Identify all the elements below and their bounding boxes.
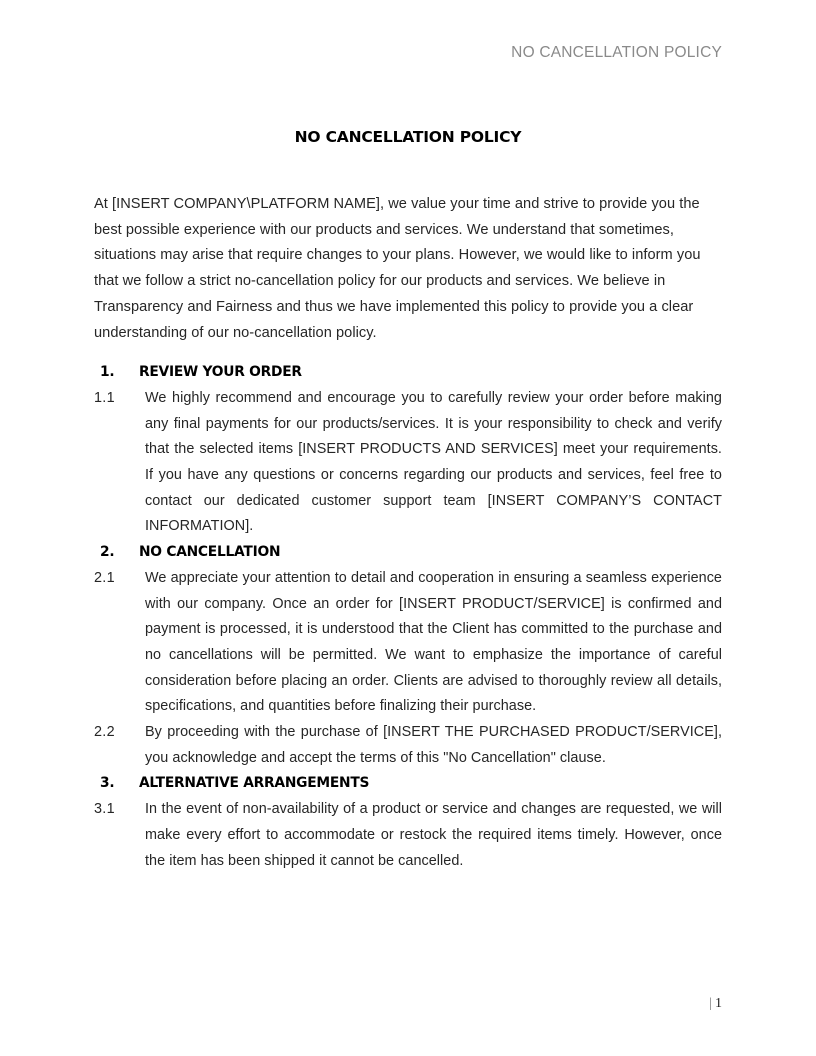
section-heading: [94, 540, 722, 566]
clause: [94, 566, 722, 720]
section-1: [94, 360, 722, 540]
intro-paragraph: At [INSERT COMPANY\PLATFORM NAME], we value your time and strive to provide you the best possible experience with our products and services. We understand that sometimes, situations may arise that require changes to your plans. However, we would like to inform you that we follow a strict no-cancellation policy for our products and services. We believe in Transparency and Fairness and thus we have implemented this policy to provide you a clear understanding of our no-cancellation policy.: [94, 196, 701, 341]
section-number: 2.: [100, 544, 115, 561]
section-heading: [94, 771, 722, 797]
section-2: [94, 540, 722, 771]
clause-text: By proceeding with the purchase of [INSERT THE PURCHASED PRODUCT/SERVICE], you acknowledge and accept the terms of this "No Cancellation" clause.: [145, 724, 722, 766]
document-body: [94, 192, 722, 874]
clause-number: 3.1: [94, 801, 115, 818]
footer-separator: |: [709, 996, 712, 1011]
section-title: NO CANCELLATION: [139, 544, 281, 561]
running-header: NO CANCELLATION POLICY: [511, 44, 722, 61]
clause-number: 2.2: [94, 724, 115, 741]
clause-text: We highly recommend and encourage you to carefully review your order before making any final payments for our products/services. It is your responsibility to check and verify that the selected items [INSERT PRODUCTS AND SERVICES] meet your requirements. If you have any questions or concerns regarding our products and services, feel free to contact our dedicated customer support team [INSERT COMPANY’S CONTACT INFORMATION].: [145, 389, 722, 535]
section-title: REVIEW YOUR ORDER: [139, 364, 302, 381]
section-3: [94, 771, 722, 874]
footer-page-number: 1: [715, 996, 722, 1011]
section-heading: [94, 360, 722, 386]
page-title: NO CANCELLATION POLICY: [294, 128, 522, 146]
clause: [94, 720, 722, 771]
clause: [94, 797, 722, 874]
section-number: 3.: [100, 775, 115, 792]
clause-number: 1.1: [94, 389, 115, 406]
page-footer: [94, 996, 722, 1012]
section-number: 1.: [100, 364, 115, 381]
clause-text: We appreciate your attention to detail and cooperation in ensuring a seamless experience with our company. Once an order for [INSERT PRODUCT/SERVICE] is confirmed and payment is processed, it is understood that the Client has committed to the purchase and no cancellations will be permitted. We want to emphasize the importance of careful consideration before placing an order. Clients are advised to thoroughly review all details, specifications, and quantities before finalizing their purchase.: [145, 569, 722, 715]
section-title: ALTERNATIVE ARRANGEMENTS: [139, 775, 370, 792]
clause-text: In the event of non-availability of a product or service and changes are requested, we will make every effort to accommodate or restock the required items timely. However, once the item has been shipped it cannot be cancelled.: [145, 801, 722, 869]
clause-number: 2.1: [94, 569, 115, 586]
clause: [94, 386, 722, 540]
